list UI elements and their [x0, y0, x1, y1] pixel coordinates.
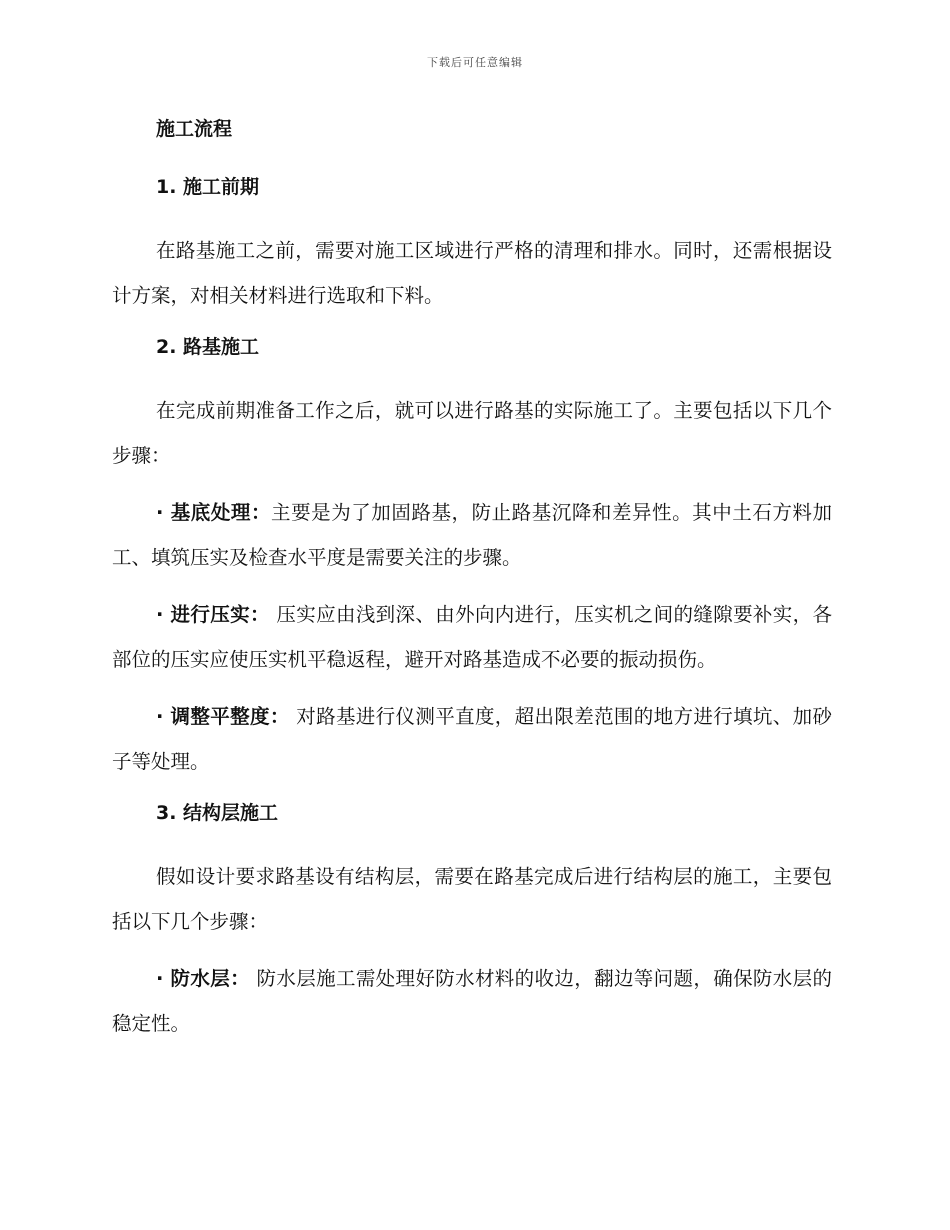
list-item-lead: · 进行压实： [156, 603, 270, 626]
list-item-flatness [112, 694, 832, 784]
section-heading-1: 1. 施工前期 [156, 176, 260, 198]
list-item-waterproof-layer [112, 956, 832, 1046]
section-3-intro: 假如设计要求路基设有结构层，需要在路基完成后进行结构层的施工，主要包括以下几个步骤： [112, 865, 832, 933]
document-title: 施工流程 [156, 118, 233, 140]
document-body [112, 112, 832, 1058]
list-item-lead: · 调整平整度： [156, 705, 290, 728]
list-item-base-treatment [112, 490, 832, 580]
section-2-intro: 在完成前期准备工作之后，就可以进行路基的实际施工了。主要包括以下几个步骤： [112, 399, 832, 467]
list-item-text: 主要是为了加固路基，防止路基沉降和差异性。其中土石方料加工、填筑压实及检查水平度是需要关注的步骤。 [112, 501, 832, 569]
section-heading-3: 3. 结构层施工 [156, 802, 279, 824]
list-item-lead: · 防水层： [156, 967, 250, 990]
page-header-watermark: 下载后可任意编辑 [427, 56, 523, 69]
list-item-text: 对路基进行仪测平直度，超出限差范围的地方进行填坑、加砂子等处理。 [112, 705, 832, 773]
list-item-text: 防水层施工需处理好防水材料的收边，翻边等问题，确保防水层的稳定性。 [112, 967, 832, 1035]
list-item-text: 压实应由浅到深、由外向内进行，压实机之间的缝隙要补实，各部位的压实应使压实机平稳返程，避开对路基造成不必要的振动损伤。 [112, 603, 833, 671]
section-heading-2: 2. 路基施工 [156, 336, 260, 358]
list-item-compaction [112, 592, 832, 682]
list-item-lead: · 基底处理： [156, 501, 272, 524]
section-1-paragraph: 在路基施工之前，需要对施工区域进行严格的清理和排水。同时，还需根据设计方案，对相关材料进行选取和下料。 [112, 239, 832, 307]
